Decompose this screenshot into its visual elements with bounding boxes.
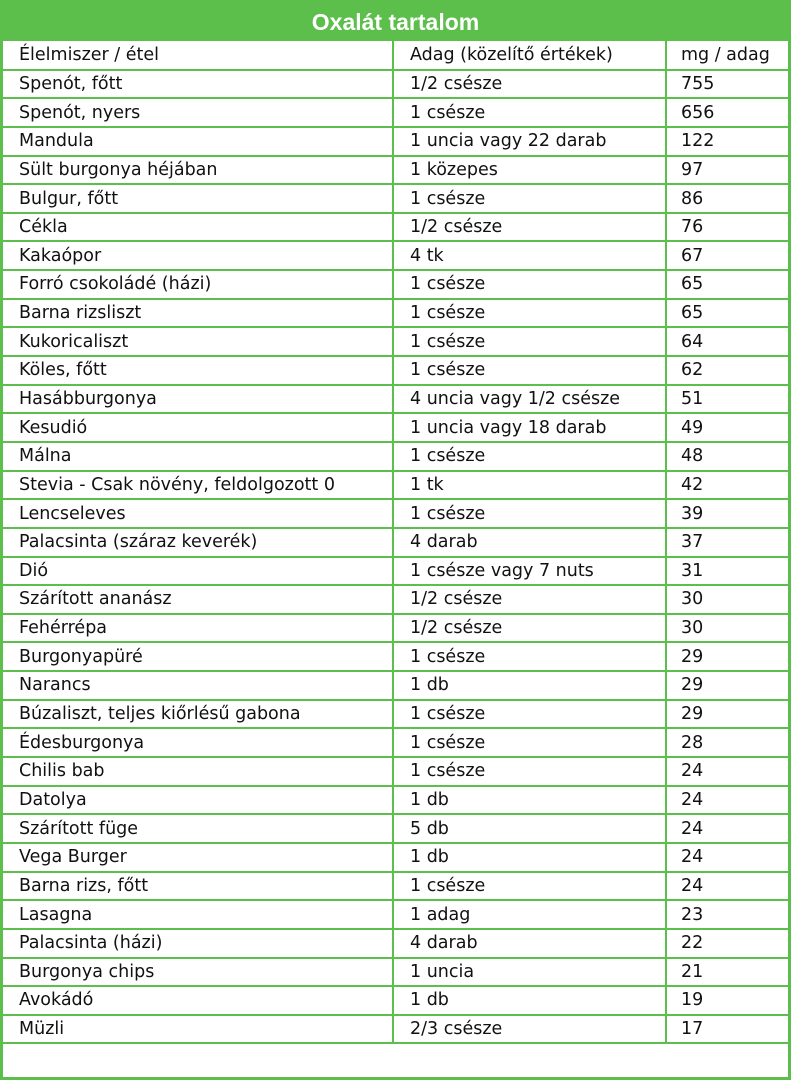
- table-row: [3, 814, 788, 843]
- cell-food: Bulgur, főtt: [3, 184, 393, 213]
- table-row: [3, 156, 788, 185]
- cell-serving: 1 csésze: [393, 299, 666, 328]
- cell-food: Spenót, főtt: [3, 70, 393, 99]
- cell-serving: 1 csésze: [393, 442, 666, 471]
- cell-mg: 29: [666, 642, 788, 671]
- cell-food: Cékla: [3, 213, 393, 242]
- table-row: [3, 843, 788, 872]
- cell-serving: 1/2 csésze: [393, 614, 666, 643]
- cell-food: Palacsinta (száraz keverék): [3, 528, 393, 557]
- cell-food: Burgonyapüré: [3, 642, 393, 671]
- table-row: [3, 213, 788, 242]
- cell-food: Kesudió: [3, 413, 393, 442]
- table-row: [3, 127, 788, 156]
- cell-food: Burgonya chips: [3, 958, 393, 987]
- table-row: [3, 299, 788, 328]
- cell-food: Lasagna: [3, 900, 393, 929]
- cell-serving: 1 db: [393, 671, 666, 700]
- cell-mg: 76: [666, 213, 788, 242]
- cell-serving: 1 uncia: [393, 958, 666, 987]
- table-title: Oxalát tartalom: [3, 3, 788, 41]
- table-row: [3, 786, 788, 815]
- cell-mg: 28: [666, 728, 788, 757]
- cell-serving: 1/2 csésze: [393, 70, 666, 99]
- table-row: [3, 557, 788, 586]
- cell-food: Vega Burger: [3, 843, 393, 872]
- cell-food: Dió: [3, 557, 393, 586]
- table-row: [3, 958, 788, 987]
- cell-food: Köles, főtt: [3, 356, 393, 385]
- cell-serving: 1 db: [393, 786, 666, 815]
- table-row: [3, 471, 788, 500]
- table-row: [3, 728, 788, 757]
- table-row: [3, 413, 788, 442]
- cell-serving: 1 csésze: [393, 872, 666, 901]
- cell-serving: 4 darab: [393, 929, 666, 958]
- cell-serving: 1/2 csésze: [393, 585, 666, 614]
- cell-mg: 37: [666, 528, 788, 557]
- table-row: [3, 757, 788, 786]
- cell-serving: 1 csésze: [393, 499, 666, 528]
- cell-food: Sült burgonya héjában: [3, 156, 393, 185]
- cell-food: Barna rizsliszt: [3, 299, 393, 328]
- cell-food: Müzli: [3, 1015, 393, 1044]
- cell-mg: 24: [666, 843, 788, 872]
- cell-serving: 1 uncia vagy 22 darab: [393, 127, 666, 156]
- cell-mg: 22: [666, 929, 788, 958]
- cell-mg: 23: [666, 900, 788, 929]
- cell-serving: 1/2 csésze: [393, 213, 666, 242]
- cell-mg: 49: [666, 413, 788, 442]
- cell-serving: 1 db: [393, 986, 666, 1015]
- oxalate-table: [3, 41, 788, 1044]
- cell-mg: 65: [666, 299, 788, 328]
- cell-mg: 21: [666, 958, 788, 987]
- cell-food: Búzaliszt, teljes kiőrlésű gabona: [3, 700, 393, 729]
- cell-mg: 24: [666, 757, 788, 786]
- table-row: [3, 585, 788, 614]
- cell-food: Palacsinta (házi): [3, 929, 393, 958]
- cell-mg: 62: [666, 356, 788, 385]
- cell-serving: 1 csésze: [393, 642, 666, 671]
- column-header-food: Élelmiszer / étel: [3, 41, 393, 70]
- cell-mg: 86: [666, 184, 788, 213]
- table-row: [3, 986, 788, 1015]
- table-row: [3, 528, 788, 557]
- table-row: [3, 241, 788, 270]
- cell-serving: 1 csésze: [393, 757, 666, 786]
- cell-food: Barna rizs, főtt: [3, 872, 393, 901]
- table-row: [3, 900, 788, 929]
- cell-serving: 4 tk: [393, 241, 666, 270]
- cell-mg: 31: [666, 557, 788, 586]
- cell-serving: 1 csésze: [393, 98, 666, 127]
- table-row: [3, 614, 788, 643]
- cell-serving: 1 csésze: [393, 327, 666, 356]
- cell-mg: 17: [666, 1015, 788, 1044]
- cell-serving: 2/3 csésze: [393, 1015, 666, 1044]
- cell-food: Hasábburgonya: [3, 385, 393, 414]
- cell-food: Stevia - Csak növény, feldolgozott 0: [3, 471, 393, 500]
- table-row: [3, 327, 788, 356]
- table-row: [3, 700, 788, 729]
- table-row: [3, 98, 788, 127]
- cell-food: Lencseleves: [3, 499, 393, 528]
- cell-mg: 24: [666, 872, 788, 901]
- cell-mg: 755: [666, 70, 788, 99]
- cell-serving: 1 db: [393, 843, 666, 872]
- cell-food: Kukoricaliszt: [3, 327, 393, 356]
- cell-serving: 4 darab: [393, 528, 666, 557]
- cell-serving: 1 uncia vagy 18 darab: [393, 413, 666, 442]
- table-row: [3, 929, 788, 958]
- cell-mg: 29: [666, 700, 788, 729]
- cell-serving: 5 db: [393, 814, 666, 843]
- cell-mg: 67: [666, 241, 788, 270]
- cell-mg: 42: [666, 471, 788, 500]
- cell-food: Szárított ananász: [3, 585, 393, 614]
- table-row: [3, 499, 788, 528]
- cell-serving: 4 uncia vagy 1/2 csésze: [393, 385, 666, 414]
- table-row: [3, 872, 788, 901]
- table-row: [3, 356, 788, 385]
- cell-mg: 30: [666, 585, 788, 614]
- cell-mg: 122: [666, 127, 788, 156]
- cell-food: Datolya: [3, 786, 393, 815]
- cell-serving: 1 csésze vagy 7 nuts: [393, 557, 666, 586]
- column-header-serving: Adag (közelítő értékek): [393, 41, 666, 70]
- header-row: [3, 41, 788, 70]
- table-row: [3, 1015, 788, 1044]
- cell-food: Mandula: [3, 127, 393, 156]
- column-header-mg: mg / adag: [666, 41, 788, 70]
- cell-mg: 48: [666, 442, 788, 471]
- cell-food: Narancs: [3, 671, 393, 700]
- cell-serving: 1 csésze: [393, 728, 666, 757]
- cell-serving: 1 adag: [393, 900, 666, 929]
- cell-mg: 24: [666, 786, 788, 815]
- cell-mg: 30: [666, 614, 788, 643]
- cell-mg: 51: [666, 385, 788, 414]
- cell-mg: 29: [666, 671, 788, 700]
- cell-serving: 1 csésze: [393, 356, 666, 385]
- cell-mg: 65: [666, 270, 788, 299]
- cell-food: Kakaópor: [3, 241, 393, 270]
- table-row: [3, 642, 788, 671]
- table-row: [3, 385, 788, 414]
- cell-food: Édesburgonya: [3, 728, 393, 757]
- cell-serving: 1 csésze: [393, 184, 666, 213]
- cell-food: Spenót, nyers: [3, 98, 393, 127]
- table-row: [3, 442, 788, 471]
- table-row: [3, 70, 788, 99]
- cell-food: Avokádó: [3, 986, 393, 1015]
- cell-food: Fehérrépa: [3, 614, 393, 643]
- table-row: [3, 270, 788, 299]
- cell-serving: 1 tk: [393, 471, 666, 500]
- cell-serving: 1 közepes: [393, 156, 666, 185]
- cell-mg: 64: [666, 327, 788, 356]
- table-row: [3, 184, 788, 213]
- cell-mg: 39: [666, 499, 788, 528]
- cell-mg: 97: [666, 156, 788, 185]
- cell-food: Chilis bab: [3, 757, 393, 786]
- cell-mg: 24: [666, 814, 788, 843]
- cell-food: Forró csokoládé (házi): [3, 270, 393, 299]
- cell-food: Málna: [3, 442, 393, 471]
- cell-serving: 1 csésze: [393, 270, 666, 299]
- table-row: [3, 671, 788, 700]
- cell-mg: 656: [666, 98, 788, 127]
- cell-mg: 19: [666, 986, 788, 1015]
- cell-serving: 1 csésze: [393, 700, 666, 729]
- cell-food: Szárított füge: [3, 814, 393, 843]
